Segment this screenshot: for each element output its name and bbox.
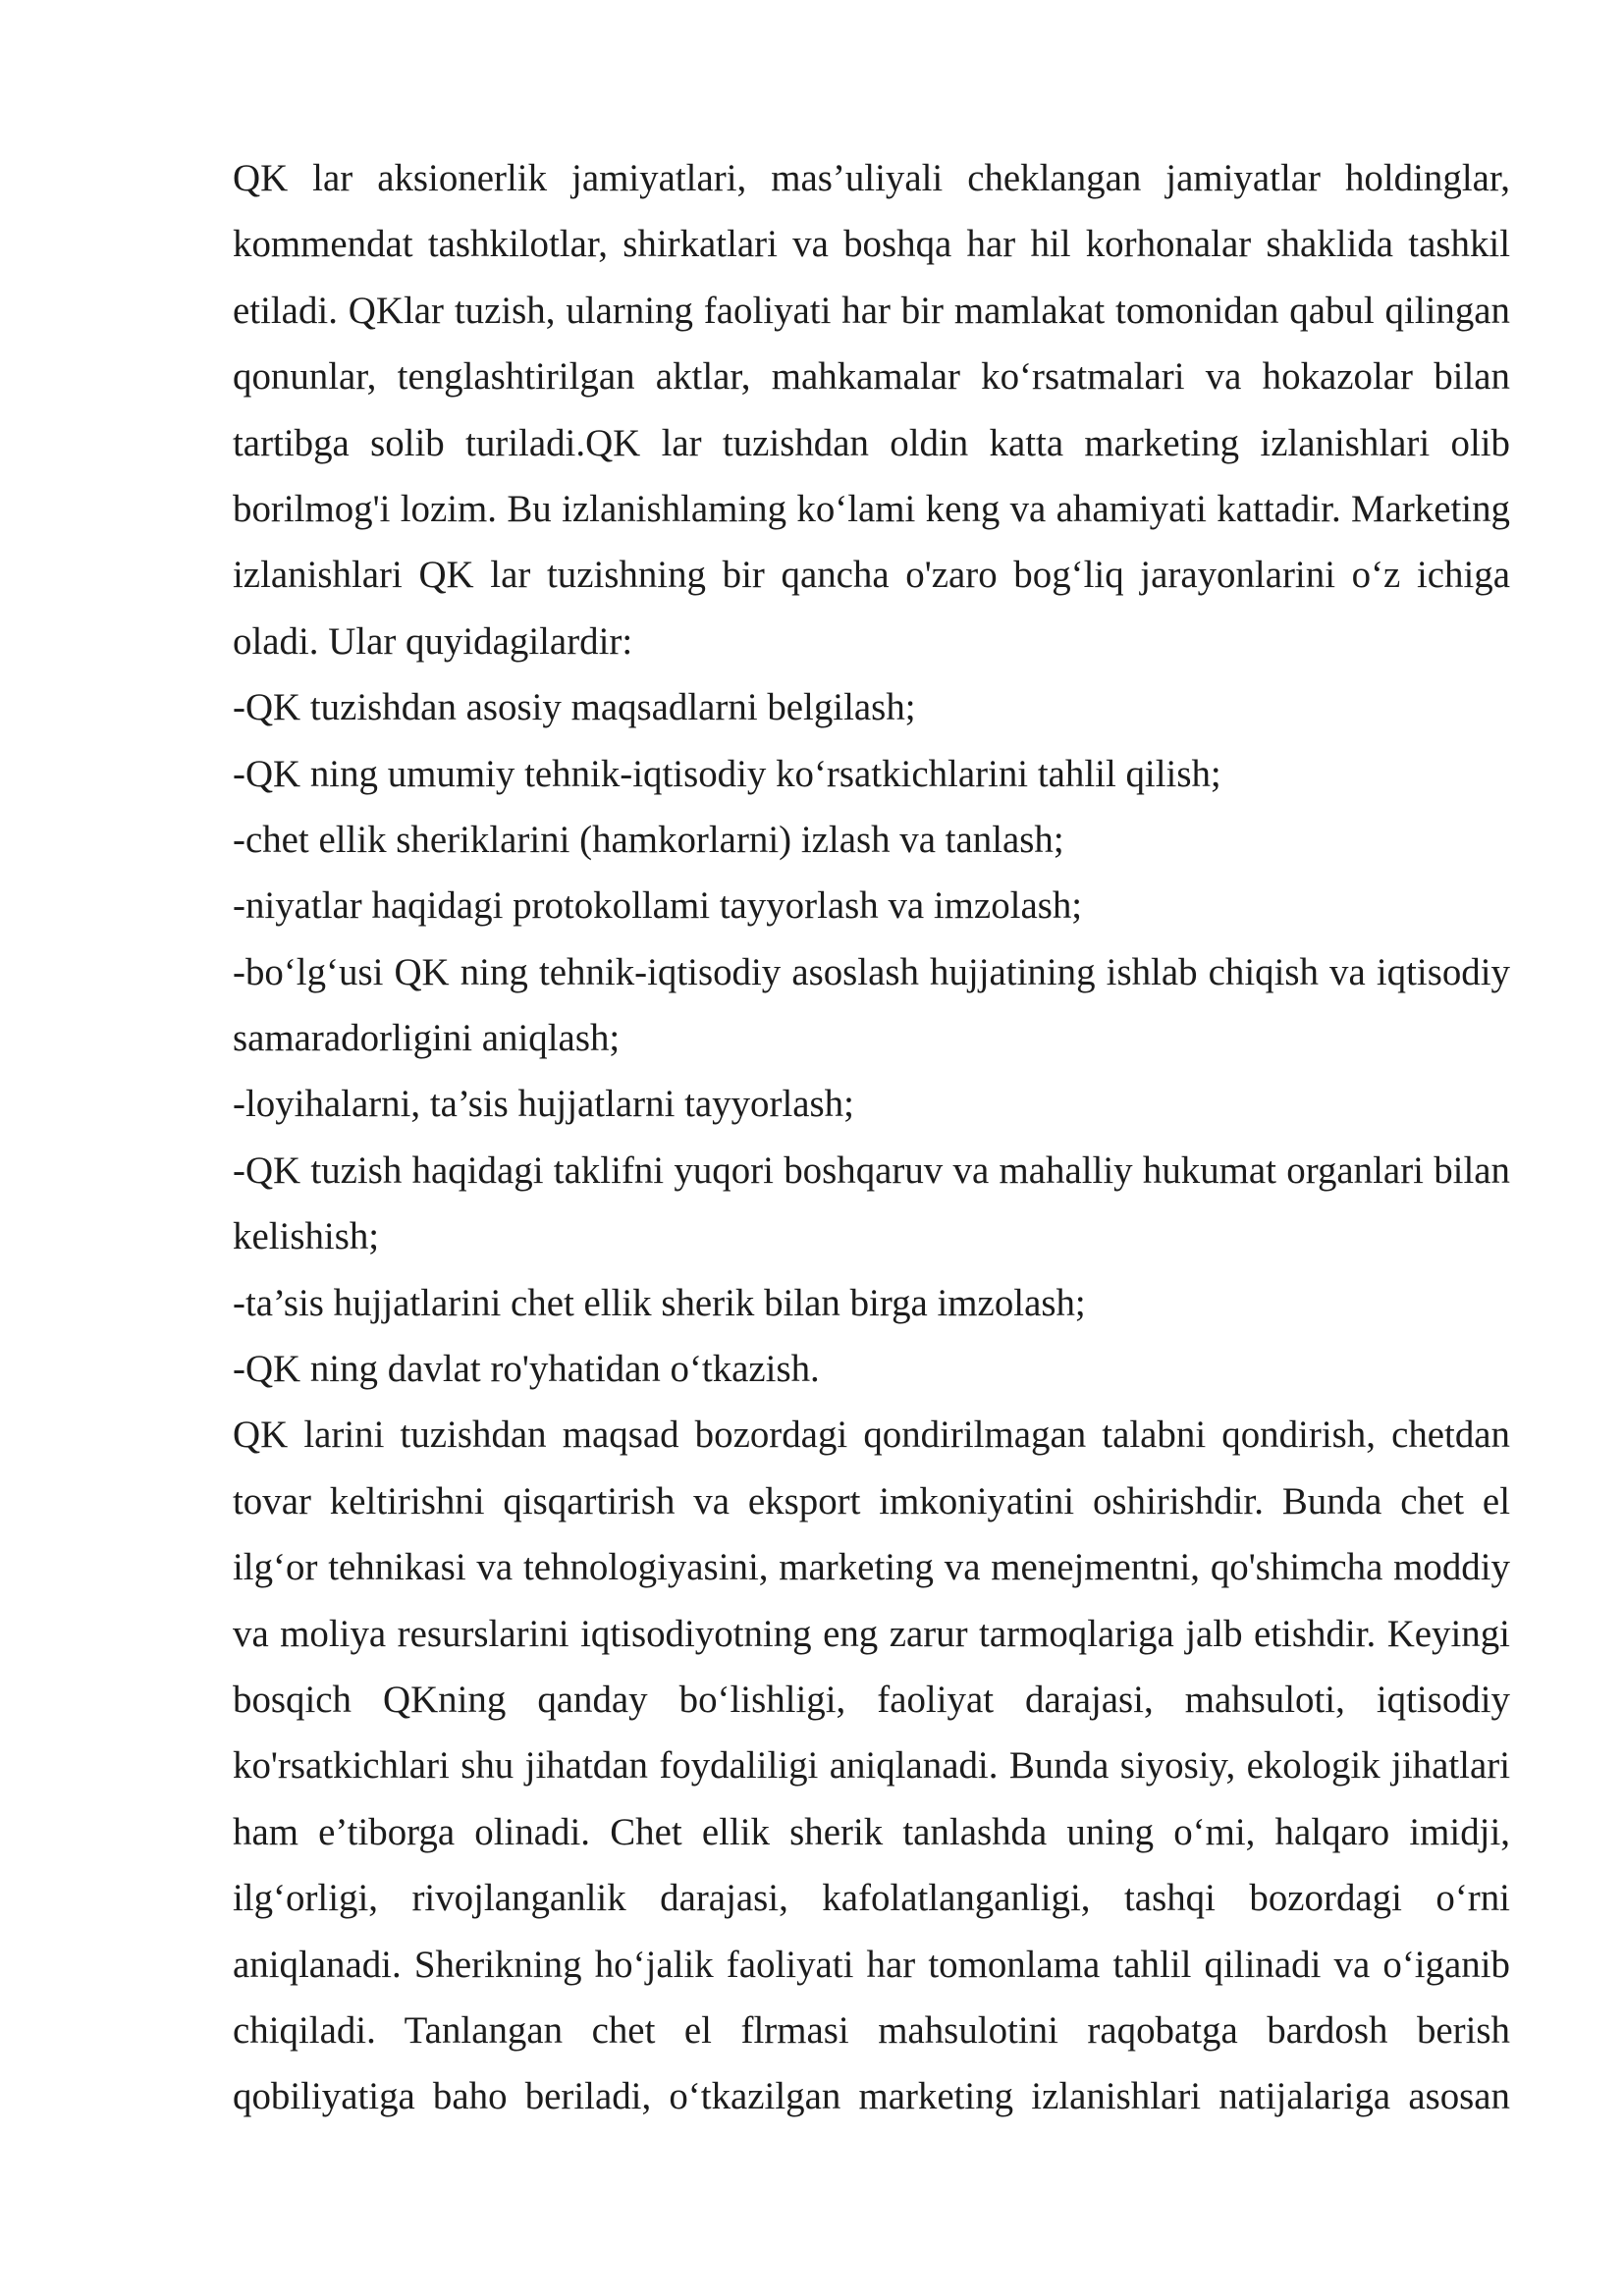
text-line: -QK ning umumiy tehnik-iqtisodiy ko‘rsatkichlarini tahlil qilish; [233, 752, 1221, 795]
list-item [233, 1336, 1510, 1402]
text-line: -QK tuzish haqidagi taklifni yuqori boshqaruv va mahalliy hukumat organlari bilan [233, 1148, 1510, 1192]
text-line: kelishish; [233, 1215, 380, 1258]
document-body [233, 145, 1510, 2130]
text-line: ilg‘orligi, rivojlanganlik darajasi, kafolatlanganligi, tashqi bozordagi o‘rni [233, 1877, 1510, 1920]
text-line: etiladi. QKlar tuzish, ularning faoliyati har bir mamlakat tomonidan qabul qilingan [233, 289, 1510, 332]
list-item [233, 674, 1510, 740]
text-line: ham e’tiborga olinadi. Chet ellik sherik tanlashda uning o‘mi, halqaro imidji, [233, 1810, 1510, 1853]
text-line: -ta’sis hujjatlarini chet ellik sherik bilan birga imzolash; [233, 1281, 1086, 1324]
text-line: QK lar aksionerlik jamiyatlari, mas’uliyali cheklangan jamiyatlar holdinglar, [233, 157, 1510, 199]
text-line: ko'rsatkichlari shu jihatdan foydaliligi aniqlanadi. Bunda siyosiy, ekologik jihatlari [233, 1744, 1510, 1788]
text-line: tartibga solib turiladi.QK lar tuzishdan oldin katta marketing izlanishlari olib [233, 421, 1510, 464]
text-line: -QK ning davlat ro'yhatidan o‘tkazish. [233, 1348, 820, 1391]
text-line: kommendat tashkilotlar, shirkatlari va boshqa har hil korhonalar shaklida tashkil [233, 223, 1510, 266]
list-item [233, 1071, 1510, 1137]
paragraph [233, 145, 1510, 674]
text-line: qobiliyatiga baho beriladi, o‘tkazilgan marketing izlanishlari natijalariga asosan [233, 2075, 1510, 2118]
list-item [233, 873, 1510, 938]
text-line: tovar keltirishni qisqartirish va eksport imkoniyatini oshirishdir. Bunda chet el [233, 1479, 1510, 1522]
text-line: ilg‘or tehnikasi va tehnologiyasini, marketing va menejmentni, qo'shimcha moddiy [233, 1546, 1510, 1589]
list-item [233, 1138, 1510, 1270]
list-item [233, 807, 1510, 873]
text-line: chiqiladi. Tanlangan chet el flrmasi mahsulotini raqobatga bardosh berish [233, 2008, 1510, 2052]
text-line: samaradorligini aniqlash; [233, 1017, 621, 1060]
paragraph [233, 1402, 1510, 2129]
text-line: va moliya resurslarini iqtisodiyotning eng zarur tarmoqlariga jalb etishdir. Keyingi [233, 1612, 1510, 1655]
text-line: oladi. Ular quyidagilardir: [233, 619, 633, 663]
text-line: aniqlanadi. Sherikning ho‘jalik faoliyati har tomonlama tahlil qilinadi va o‘iganib [233, 1943, 1510, 1986]
text-line: qonunlar, tenglashtirilgan aktlar, mahkamalar ko‘rsatmalari va hokazolar bilan [233, 355, 1510, 399]
text-line: -niyatlar haqidagi protokollami tayyorlash va imzolash; [233, 884, 1083, 928]
text-line: -loyihalarni, ta’sis hujjatlarni tayyorlash; [233, 1083, 854, 1126]
list-item [233, 1270, 1510, 1336]
text-line: -chet ellik sheriklarini (hamkorlarni) izlash va tanlash; [233, 818, 1064, 861]
text-line: izlanishlari QK lar tuzishning bir qancha o'zaro bog‘liq jarayonlarini o‘z ichiga [233, 554, 1510, 597]
text-line: -bo‘lg‘usi QK ning tehnik-iqtisodiy asoslash hujjatining ishlab chiqish va iqtisodiy [233, 950, 1510, 993]
list-item [233, 741, 1510, 807]
text-line: QK larini tuzishdan maqsad bozordagi qondirilmagan talabni qondirish, chetdan [233, 1414, 1510, 1457]
list-item [233, 939, 1510, 1072]
text-line: borilmog'i lozim. Bu izlanishlaming ko‘lami keng va ahamiyati kattadir. Marketing [233, 487, 1510, 530]
text-line: bosqich QKning qanday bo‘lishligi, faoliyat darajasi, mahsuloti, iqtisodiy [233, 1678, 1510, 1721]
text-line: -QK tuzishdan asosiy maqsadlarni belgilash; [233, 686, 916, 729]
